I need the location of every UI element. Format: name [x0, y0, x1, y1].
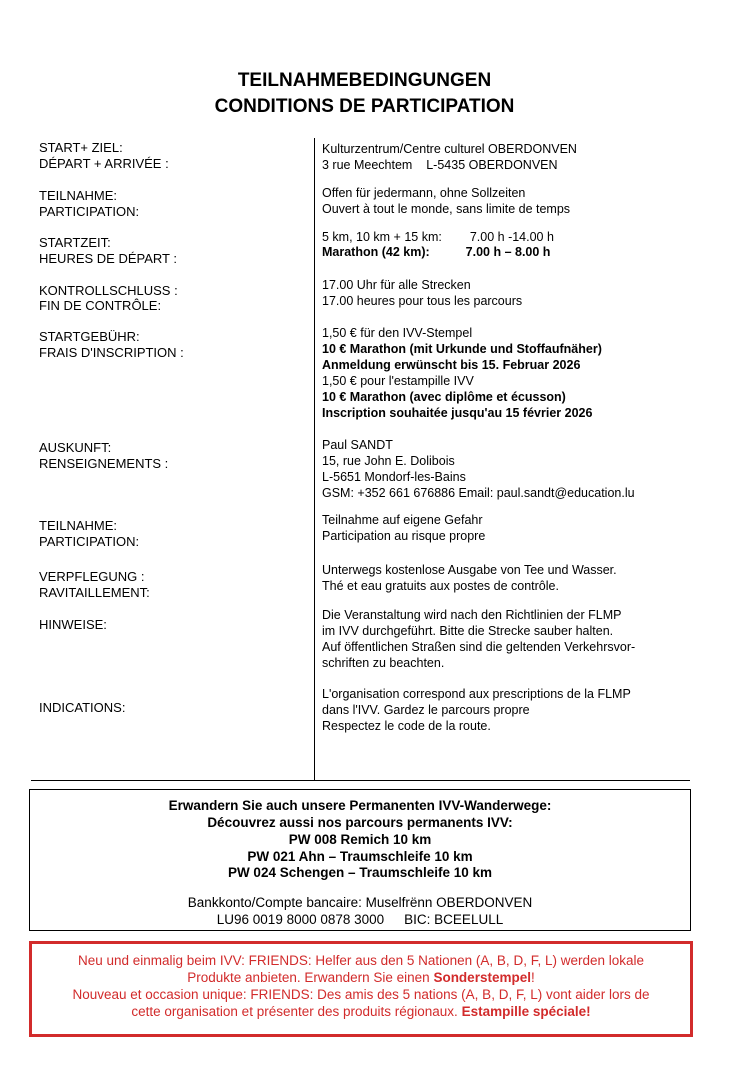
contact-city: L-5651 Mondorf-les-Bains	[322, 470, 466, 484]
friends-de-exclaim: !	[530, 970, 535, 985]
control-fr: 17.00 heures pour tous les parcours	[322, 294, 523, 308]
control-label-de: KONTROLLSCHLUSS :	[39, 283, 178, 298]
contact-street: 15, rue John E. Dolibois	[322, 454, 455, 468]
friends-fr-text: cette organisation et présenter des produits régionaux.	[131, 1004, 462, 1019]
trail-pw021: PW 021 Ahn – Traumschleife 10 km	[247, 849, 473, 864]
friends-de-line1: Neu und einmalig beim IVV: FRIENDS: Helfer aus den 5 Nationen (A, B, D, F, L) werden lokale	[77, 953, 644, 968]
participation-label-fr: PARTICIPATION:	[39, 204, 140, 219]
bank-account: Bankkonto/Compte bancaire: Muselfrënn OBERDONVEN	[187, 895, 533, 910]
start-postcode: L-5435 OBERDONVEN	[426, 158, 558, 172]
title-german: TEILNAHMEBEDINGUNGEN	[237, 70, 492, 91]
notes-fr-line1: L'organisation correspond aux prescriptions de la FLMP	[322, 687, 631, 701]
control-de: 17.00 Uhr für alle Strecken	[322, 278, 471, 292]
participation-de: Offen für jedermann, ohne Sollzeiten	[322, 186, 526, 200]
friends-notice-box	[29, 941, 693, 1037]
starttime-short-routes	[322, 229, 554, 245]
fee-stamp-fr: 1,50 € pour l'estampille IVV	[322, 374, 474, 388]
section-separator	[31, 780, 690, 781]
friends-de-line2	[32, 969, 690, 986]
starttime-marathon	[322, 244, 550, 260]
participation-fr: Ouvert à tout le monde, sans limite de temps	[322, 202, 571, 216]
food-de: Unterwegs kostenlose Ausgabe von Tee und Wasser.	[322, 563, 617, 577]
fee-marathon-fr: 10 € Marathon (avec diplôme et écusson)	[322, 390, 566, 404]
start-street: 3 rue Meechtem	[322, 158, 413, 172]
friends-de-text: Produkte anbieten. Erwandern Sie einen	[187, 970, 434, 985]
notes-label-de: HINWEISE:	[39, 617, 107, 632]
notes-de-line4: schriften zu beachten.	[322, 656, 445, 670]
bank-iban-bic	[30, 911, 690, 928]
participation-label-de: TEILNAHME:	[39, 188, 118, 203]
fee-marathon-de: 10 € Marathon (mit Urkunde und Stoffaufnäher)	[322, 342, 602, 356]
special-stamp-de: Sonderstempel	[433, 970, 531, 985]
registration-fr: Inscription souhaitée jusqu'au 15 février 2026	[322, 406, 593, 420]
notes-de-line1: Die Veranstaltung wird nach den Richtlinien der FLMP	[322, 608, 622, 622]
registration-de: Anmeldung erwünscht bis 15. Februar 2026	[322, 358, 581, 372]
trail-pw008: PW 008 Remich 10 km	[288, 832, 432, 847]
control-label-fr: FIN DE CONTRÔLE:	[39, 298, 162, 313]
marathon-time: 7.00 h – 8.00 h	[465, 245, 551, 259]
risk-fr: Participation au risque propre	[322, 529, 486, 543]
marathon-label: Marathon (42 km):	[322, 245, 430, 259]
notes-fr-line2: dans l'IVV. Gardez le parcours propre	[322, 703, 530, 717]
food-label-de: VERPFLEGUNG :	[39, 569, 145, 584]
trail-pw024: PW 024 Schengen – Traumschleife 10 km	[227, 865, 493, 880]
contact-phone-email: GSM: +352 661 676886 Email: paul.sandt@education.lu	[322, 486, 635, 500]
short-routes-label: 5 km, 10 km + 15 km:	[322, 230, 442, 244]
permanent-intro-de: Erwandern Sie auch unsere Permanenten IVV-Wanderwege:	[168, 798, 552, 813]
info-label-de: AUSKUNFT:	[39, 440, 112, 455]
bank-bic: BIC: BCEELULL	[404, 912, 504, 927]
permanent-intro-fr: Découvrez aussi nos parcours permanents IVV:	[207, 815, 513, 830]
food-fr: Thé et eau gratuits aux postes de contrôle.	[322, 579, 559, 593]
food-label-fr: RAVITAILLEMENT:	[39, 585, 150, 600]
notes-fr-line3: Respectez le code de la route.	[322, 719, 491, 733]
start-location: Kulturzentrum/Centre culturel OBERDONVEN	[322, 142, 577, 156]
friends-fr-line2	[32, 1003, 690, 1020]
risk-label-de: TEILNAHME:	[39, 518, 118, 533]
contact-name: Paul SANDT	[322, 438, 393, 452]
permanent-trails-box	[29, 789, 691, 931]
fee-label-de: STARTGEBÜHR:	[39, 329, 140, 344]
starttime-label-de: STARTZEIT:	[39, 235, 111, 250]
start-label-fr: DÉPART + ARRIVÉE :	[39, 156, 169, 171]
info-label-fr: RENSEIGNEMENTS :	[39, 456, 169, 471]
short-routes-time: 7.00 h -14.00 h	[469, 230, 554, 244]
start-address	[322, 157, 558, 173]
special-stamp-fr: Estampille spéciale!	[461, 1004, 591, 1019]
bank-iban: LU96 0019 8000 0878 3000	[216, 912, 385, 927]
starttime-label-fr: HEURES DE DÉPART :	[39, 251, 177, 266]
notes-de-line2: im IVV durchgeführt. Bitte die Strecke sauber halten.	[322, 624, 614, 638]
risk-label-fr: PARTICIPATION:	[39, 534, 140, 549]
title-french: CONDITIONS DE PARTICIPATION	[214, 96, 515, 117]
fee-label-fr: FRAIS D'INSCRIPTION :	[39, 345, 184, 360]
friends-fr-line1: Nouveau et occasion unique: FRIENDS: Des amis des 5 nations (A, B, D, F, L) vont aider lors de	[72, 987, 650, 1002]
start-label-de: START+ ZIEL:	[39, 140, 123, 155]
notes-de-line3: Auf öffentlichen Straßen sind die geltenden Verkehrsvor-	[322, 640, 636, 654]
notes-label-fr: INDICATIONS:	[39, 700, 126, 715]
fee-stamp-de: 1,50 € für den IVV-Stempel	[322, 326, 473, 340]
column-divider	[314, 138, 315, 780]
risk-de: Teilnahme auf eigene Gefahr	[322, 513, 483, 527]
